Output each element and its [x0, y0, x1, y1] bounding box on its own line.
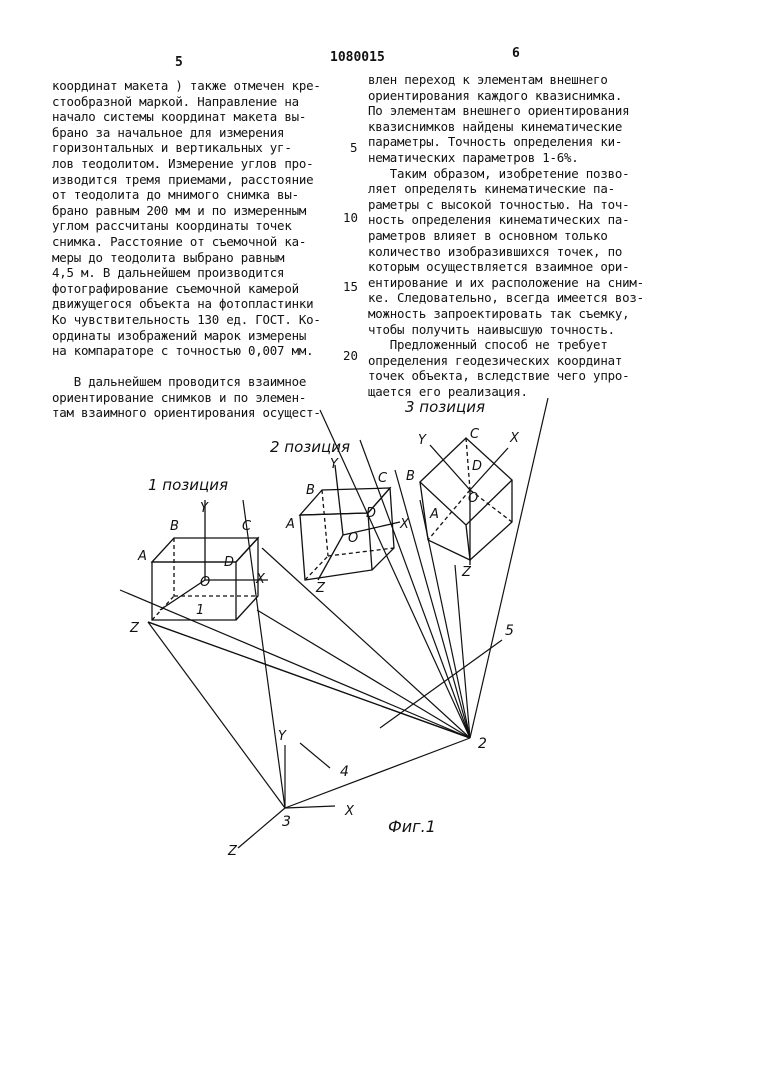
- figure-caption: Фиг.1: [388, 817, 436, 836]
- station-label-2: 2: [478, 736, 487, 752]
- c3-label-z: Z: [462, 565, 471, 580]
- position-label-3: 3 позиция: [405, 398, 486, 416]
- left-column-line: ординаты изображений марок измерены: [52, 327, 307, 343]
- left-column-line: стообразной маркой. Направление на: [52, 93, 299, 109]
- c1-label-o: O: [200, 575, 211, 590]
- position-label-2: 2 позиция: [270, 438, 351, 456]
- page-number-right: 6: [512, 46, 520, 61]
- c3-label-c: C: [470, 427, 480, 442]
- right-column-line: точек объекта, вследствие чего упро-: [368, 368, 630, 384]
- c3-label-a: A: [430, 507, 439, 522]
- right-column-line: Предложенный способ не требует: [368, 337, 608, 353]
- right-column-line: которым осуществляется взаимное ори-: [368, 259, 630, 275]
- left-column-line: лов теодолитом. Измерение углов про-: [52, 155, 314, 171]
- c2-label-y: Y: [330, 457, 338, 472]
- right-column-line: ентирование и их расположение на сним-: [368, 274, 644, 290]
- c3-label-b: B: [406, 469, 415, 484]
- left-column-line: движущегося объекта на фотопластинки: [52, 296, 314, 312]
- c1-label-d: D: [224, 555, 235, 570]
- right-column-line: параметры. Точность определения ки-: [368, 134, 623, 150]
- c2-label-d: D: [366, 506, 377, 521]
- c3-label-d: D: [472, 459, 483, 474]
- left-column-line: меры до теодолита выбрано равным: [52, 249, 285, 265]
- left-column-line: там взаимного ориентирования осущест-: [52, 405, 321, 421]
- right-column-line: раметры с высокой точностью. На точ-: [368, 196, 630, 212]
- c1-label-a: A: [138, 549, 147, 564]
- left-column-line: углом рассчитаны координаты точек: [52, 218, 292, 234]
- left-column-line: ориентирование снимков и по элемен-: [52, 389, 307, 405]
- line-number-10: 10: [343, 210, 358, 225]
- left-column-line: Ко чувствительность 130 ед. ГОСТ. Ко-: [52, 311, 321, 327]
- right-column-line: щается его реализация.: [368, 383, 528, 399]
- c1-label-c: C: [242, 519, 252, 534]
- c1-face-number: 1: [196, 603, 205, 618]
- c1-label-x: X: [256, 572, 265, 587]
- c2-label-o: O: [348, 531, 359, 546]
- left-column-line: от теодолита до мнимого снимка вы-: [52, 187, 299, 203]
- c2-label-a: A: [286, 517, 295, 532]
- right-column-line: ность определения кинематических па-: [368, 212, 630, 228]
- right-column-line: ляет определять кинематические па-: [368, 181, 615, 197]
- right-column-line: нематических параметров 1-6%.: [368, 149, 579, 165]
- c3-label-y: Y: [418, 433, 426, 448]
- left-column-line: на компараторе с точностью 0,007 мм.: [52, 343, 314, 359]
- document-number: 1080015: [330, 50, 385, 65]
- right-column-line: количество изобразившихся точек, по: [368, 243, 623, 259]
- station-label-3: 3: [282, 814, 291, 830]
- left-column-line: координат макета ) также отмечен кре-: [52, 78, 321, 93]
- c2-label-c: C: [378, 471, 388, 486]
- figure-1-diagram: [0, 380, 764, 1080]
- right-column-line: раметров влияет в основном только: [368, 227, 608, 243]
- axis-label-y: Y: [278, 729, 286, 744]
- c2-label-b: B: [306, 483, 315, 498]
- right-column-line: По элементам внешнего ориентирования: [368, 103, 630, 119]
- right-column-line: влен переход к элементам внешнего: [368, 72, 608, 87]
- c1-label-b: B: [170, 519, 179, 534]
- axis-label-x: X: [345, 804, 354, 819]
- left-column-line: брано за начальное для измерения: [52, 124, 285, 140]
- c2-label-x: X: [400, 517, 409, 532]
- line-number-15: 15: [343, 279, 358, 294]
- right-column-line: ке. Следовательно, всегда имеется воз-: [368, 290, 644, 306]
- axis-label-z: Z: [228, 844, 237, 859]
- right-column-line: чтобы получить наивысшую точность.: [368, 321, 615, 337]
- station-label-4: 4: [340, 764, 349, 780]
- page-number-left: 5: [175, 55, 183, 70]
- right-column-line: можность запроектировать так съемку,: [368, 305, 630, 321]
- right-column-line: Таким образом, изобретение позво-: [368, 165, 630, 181]
- c1-label-y: Y: [200, 501, 208, 516]
- c3-label-o: O: [468, 491, 479, 506]
- left-column-line: В дальнейшем проводится взаимное: [52, 374, 307, 390]
- c3-label-x: X: [510, 431, 519, 446]
- c2-label-z: Z: [316, 581, 325, 596]
- left-column-line: 4,5 м. В дальнейшем производится: [52, 265, 285, 281]
- c1-label-z: Z: [130, 621, 139, 636]
- line-number-5: 5: [350, 140, 358, 155]
- position-label-1: 1 позиция: [148, 476, 229, 494]
- right-column-line: ориентирования каждого квазиснимка.: [368, 87, 623, 103]
- right-text-column: [368, 72, 644, 399]
- left-text-column: [52, 78, 321, 421]
- right-column-line: квазиснимков найдены кинематические: [368, 118, 623, 134]
- left-column-line: [52, 359, 321, 375]
- left-column-line: снимка. Расстояние от съемочной ка-: [52, 233, 307, 249]
- left-column-line: фотографирование съемочной камерой: [52, 280, 299, 296]
- right-column-line: определения геодезических координат: [368, 352, 623, 368]
- left-column-line: горизонтальных и вертикальных уг-: [52, 140, 292, 156]
- left-column-line: изводится тремя приемами, расстояние: [52, 171, 314, 187]
- line-number-20: 20: [343, 348, 358, 363]
- left-column-line: начало системы координат макета вы-: [52, 109, 307, 125]
- station-label-5: 5: [505, 623, 514, 639]
- left-column-line: брано равным 200 мм и по измеренным: [52, 202, 307, 218]
